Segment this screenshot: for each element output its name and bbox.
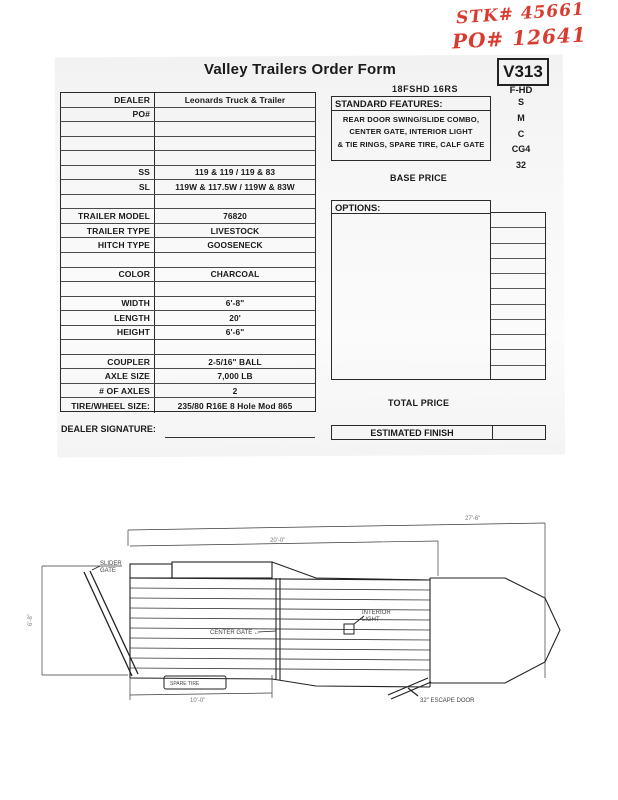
feature-code: C — [517, 128, 525, 139]
spec-row — [61, 340, 315, 355]
spec-row — [61, 195, 315, 210]
spec-row-label: WIDTH — [61, 297, 155, 311]
spec-code-label: 18FSHD 16RS — [391, 84, 459, 94]
spec-row-label: DEALER — [61, 93, 155, 107]
label-slider-gate: SLIDER — [100, 561, 122, 567]
spec-row-label: TRAILER MODEL — [61, 209, 155, 223]
option-price-cell[interactable] — [491, 274, 545, 289]
total-price-label: TOTAL PRICE — [388, 398, 450, 408]
spec-row-label: HEIGHT — [61, 326, 155, 340]
spec-row-value[interactable] — [155, 340, 315, 354]
spec-row — [61, 311, 315, 326]
spec-row-label: SS — [61, 166, 155, 180]
spec-row-value[interactable] — [155, 151, 315, 165]
dealer-signature-line[interactable] — [165, 437, 315, 438]
feature-line: CENTER GATE, INTERIOR LIGHT — [349, 127, 473, 136]
handwritten-po-number: PO# 12641 — [451, 22, 588, 54]
spec-row — [61, 369, 315, 384]
spec-row-value[interactable]: Leonards Truck & Trailer — [184, 94, 286, 105]
feature-code: 32 — [515, 160, 526, 171]
option-price-cell[interactable] — [491, 259, 545, 274]
option-price-cell[interactable] — [491, 213, 545, 228]
label-escape-door: 32" ESCAPE DOOR — [420, 698, 475, 704]
spec-row-value[interactable]: 6'-8" — [225, 298, 245, 309]
model-badge: V313 — [497, 58, 549, 86]
option-price-cell[interactable] — [491, 305, 545, 320]
spec-row-value[interactable] — [155, 137, 315, 151]
spec-row — [61, 122, 315, 137]
spec-row — [61, 326, 315, 341]
spec-row-value[interactable] — [155, 253, 315, 267]
option-price-cell[interactable] — [491, 228, 545, 243]
feature-code-column — [497, 97, 545, 176]
spec-row — [61, 398, 315, 413]
spec-row-label: TIRE/WHEEL SIZE: — [61, 398, 155, 413]
spec-row-label — [61, 195, 155, 209]
page-title: Valley Trailers Order Form — [204, 61, 396, 78]
specification-table — [60, 92, 316, 412]
spec-row-value[interactable] — [155, 282, 315, 296]
option-price-cell[interactable] — [491, 244, 545, 259]
spec-row-label: HITCH TYPE — [61, 238, 155, 252]
standard-features-title: STANDARD FEATURES: — [332, 97, 490, 111]
spec-row-value[interactable]: 235/80 R16E 8 Hole Mod 865 — [177, 400, 293, 411]
spec-row-value[interactable] — [155, 195, 315, 209]
estimated-finish-value[interactable] — [493, 426, 545, 439]
spec-row-label: LENGTH — [61, 311, 155, 325]
spec-row-value[interactable] — [155, 122, 315, 136]
spec-row-label: # OF AXLES — [61, 384, 155, 398]
spec-row-label — [61, 151, 155, 165]
spec-row-value[interactable]: 119W & 117.5W / 119W & 83W — [175, 182, 295, 193]
spec-row-label: COUPLER — [61, 355, 155, 369]
spec-row — [61, 224, 315, 239]
dimension-box-length: 20'-0" — [270, 538, 286, 544]
spec-row — [61, 108, 315, 123]
option-price-cell[interactable] — [491, 335, 545, 350]
spec-row-value[interactable]: 20' — [229, 312, 241, 323]
label-center-gate: CENTER GATE ← — [210, 630, 260, 636]
option-price-cell[interactable] — [491, 289, 545, 304]
spec-row — [61, 238, 315, 253]
spec-row — [61, 355, 315, 370]
options-price-column — [490, 212, 546, 380]
svg-text:GATE: GATE — [100, 568, 116, 574]
spec-row — [61, 209, 315, 224]
base-price-label: BASE PRICE — [390, 173, 448, 183]
options-box — [331, 200, 491, 380]
spec-row — [61, 93, 315, 108]
feature-line: & TIE RINGS, SPARE TIRE, CALF GATE — [337, 139, 485, 149]
spec-row-value[interactable]: GOOSENECK — [207, 240, 263, 251]
spec-row-value[interactable]: 119 & 119 / 119 & 83 — [194, 167, 276, 178]
spec-row-label — [61, 253, 155, 267]
feature-code: M — [517, 112, 525, 123]
spec-row-label — [61, 282, 155, 296]
spec-row — [61, 137, 315, 152]
spec-row-value[interactable]: CHARCOAL — [210, 269, 260, 280]
option-price-cell[interactable] — [491, 366, 545, 381]
estimated-finish-row — [331, 425, 546, 440]
spec-row — [61, 384, 315, 399]
spec-row — [61, 166, 315, 181]
spec-row-value[interactable] — [155, 108, 315, 122]
feature-line: REAR DOOR SWING/SLIDE COMBO, — [342, 114, 480, 124]
spec-row-value[interactable]: 2-5/16" BALL — [208, 356, 262, 367]
spec-row — [61, 151, 315, 166]
spec-row-label: PO# — [61, 108, 155, 122]
spec-row — [61, 268, 315, 283]
spec-row-label — [61, 137, 155, 151]
spec-row-value[interactable]: 6'-6" — [225, 327, 245, 338]
spec-row-label — [61, 340, 155, 354]
dimension-nose-length: 10'-0" — [190, 698, 206, 704]
options-title: OPTIONS: — [332, 201, 490, 214]
label-interior-light: INTERIOR — [362, 610, 391, 616]
svg-text:LIGHT: LIGHT — [362, 617, 380, 623]
feature-code: CG4 — [511, 144, 531, 155]
spec-row-label: COLOR — [61, 268, 155, 282]
dimension-overall-length: 27'-6" — [465, 516, 481, 522]
spec-row — [61, 253, 315, 268]
spec-row-label — [61, 122, 155, 136]
spec-row-value[interactable]: 76820 — [223, 211, 247, 222]
spec-row-value[interactable]: 2 — [232, 385, 238, 396]
feature-code: S — [517, 97, 524, 107]
model-code-label: F-HD — [509, 85, 533, 96]
spec-row-label: AXLE SIZE — [61, 369, 155, 383]
dealer-signature-label: DEALER SIGNATURE: — [61, 424, 156, 434]
estimated-finish-label: ESTIMATED FINISH — [332, 426, 493, 439]
spec-row — [61, 297, 315, 312]
dimension-height: 6'-8" — [28, 614, 34, 626]
spec-row — [61, 180, 315, 195]
standard-features-box — [331, 96, 491, 161]
option-price-cell[interactable] — [491, 350, 545, 365]
spec-row — [61, 282, 315, 297]
handwritten-stock-number: STK# 45661 — [455, 0, 586, 29]
label-spare-tire: SPARE TIRE — [170, 681, 200, 687]
spec-row-value[interactable]: LIVESTOCK — [210, 225, 260, 236]
spec-row-value[interactable]: 7,000 LB — [217, 371, 253, 382]
spec-row-label: SL — [61, 180, 155, 194]
spec-row-label: TRAILER TYPE — [61, 224, 155, 238]
option-price-cell[interactable] — [491, 320, 545, 335]
trailer-side-view-drawing — [0, 490, 618, 760]
